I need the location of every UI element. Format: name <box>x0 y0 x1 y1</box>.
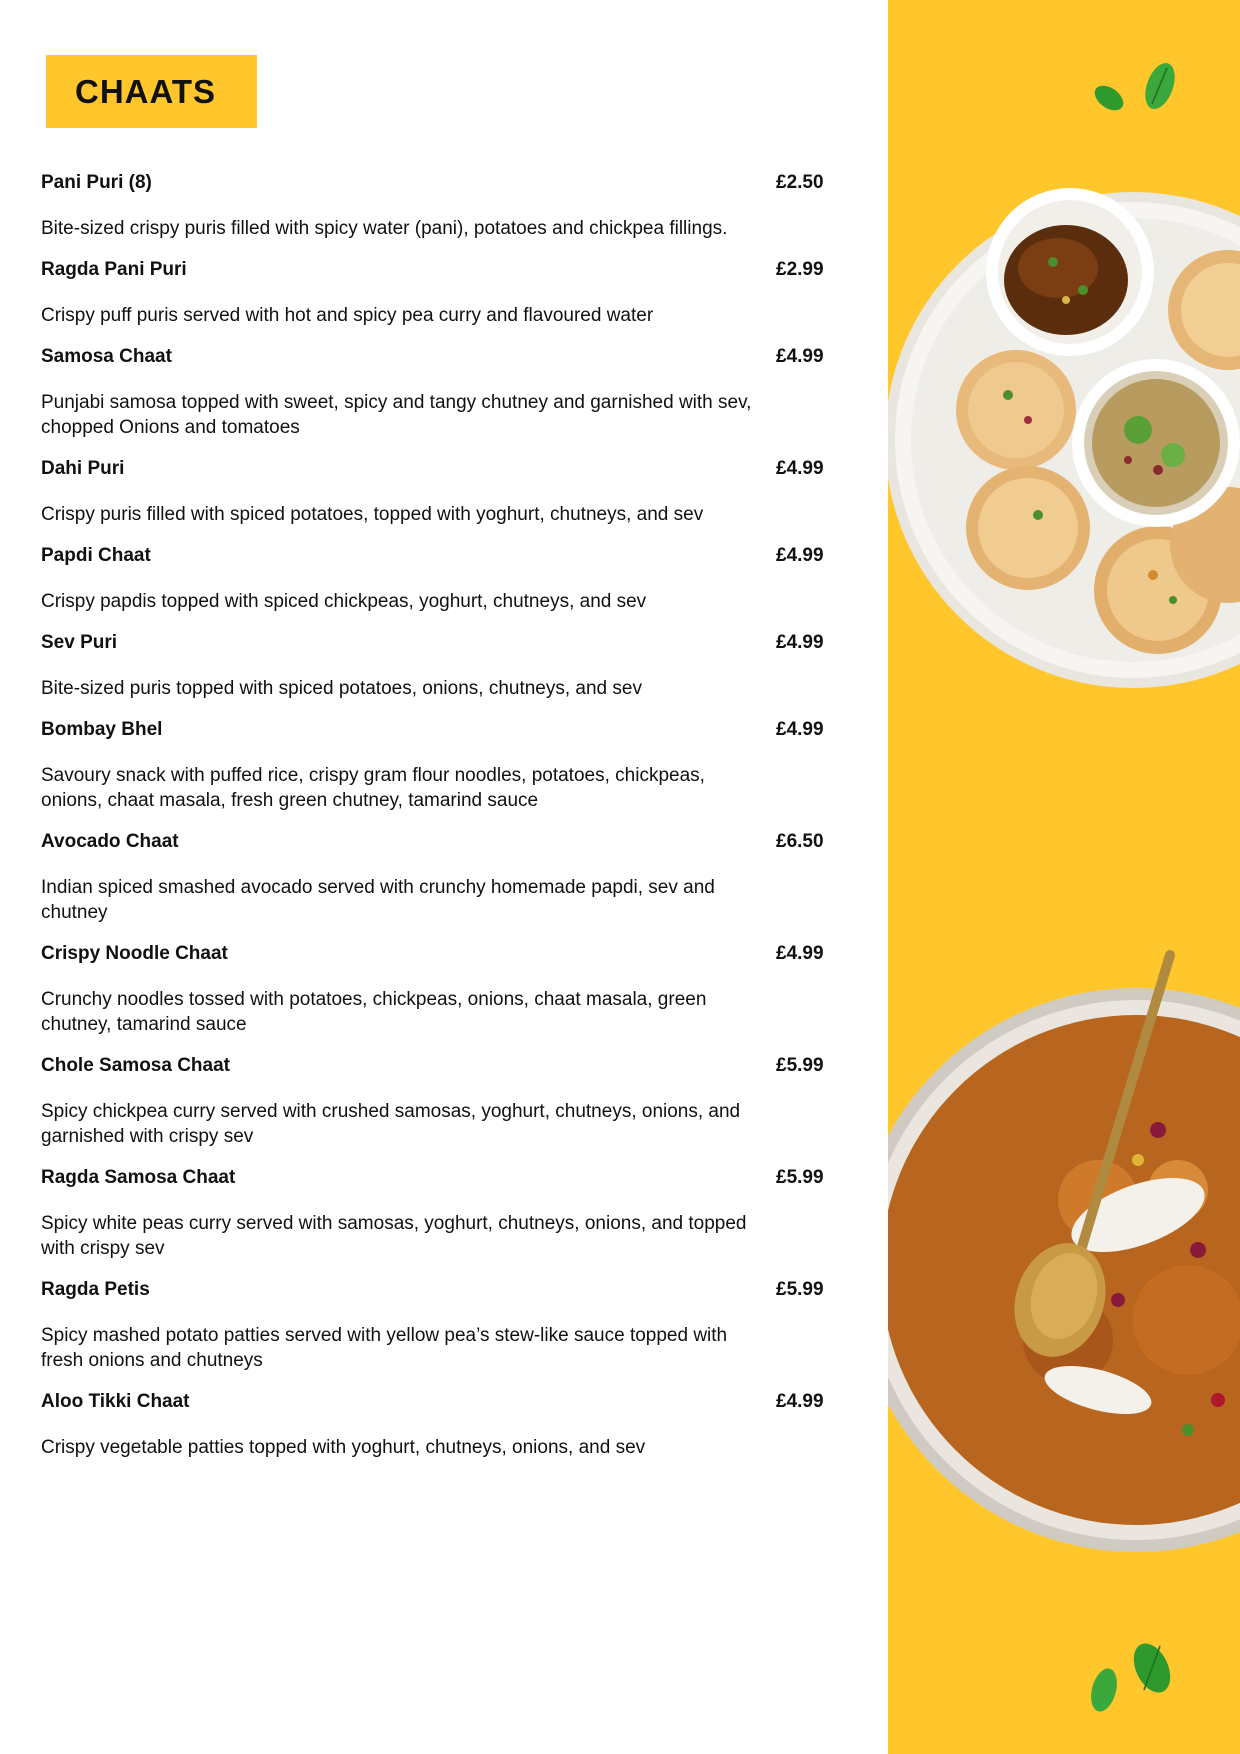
menu-item <box>41 259 836 328</box>
menu-item-name: Ragda Pani Puri <box>41 259 187 280</box>
menu-item-description: Spicy white peas curry served with samosas, yoghurt, chutneys, onions, and topped with crispy sev <box>41 1213 747 1259</box>
menu-item-header <box>41 719 836 751</box>
menu-list <box>41 172 836 1478</box>
menu-item-header <box>41 1167 836 1199</box>
menu-item-price: £4.99 <box>776 719 824 740</box>
menu-item <box>41 458 836 527</box>
menu-item-price: £6.50 <box>776 831 824 852</box>
menu-item-price: £2.99 <box>776 259 824 280</box>
menu-item <box>41 831 836 925</box>
menu-item-name: Chole Samosa Chaat <box>41 1055 230 1076</box>
menu-item-header <box>41 1055 836 1087</box>
menu-item-name: Aloo Tikki Chaat <box>41 1391 190 1412</box>
menu-item-header <box>41 458 836 490</box>
menu-item-price: £5.99 <box>776 1279 824 1300</box>
menu-item-description: Indian spiced smashed avocado served with crunchy homemade papdi, sev and chutney <box>41 877 715 923</box>
menu-item-name: Pani Puri (8) <box>41 172 152 193</box>
menu-item-header <box>41 1391 836 1423</box>
food-illustration <box>888 0 1240 1754</box>
menu-item <box>41 1055 836 1149</box>
menu-item-price: £5.99 <box>776 1055 824 1076</box>
menu-item-name: Ragda Petis <box>41 1279 150 1300</box>
menu-item-description: Bite-sized crispy puris filled with spicy water (pani), potatoes and chickpea fillings. <box>41 218 728 239</box>
menu-item-description: Spicy chickpea curry served with crushed samosas, yoghurt, chutneys, onions, and garnished with crispy sev <box>41 1101 741 1147</box>
menu-item-name: Crispy Noodle Chaat <box>41 943 228 964</box>
menu-item-name: Dahi Puri <box>41 458 125 479</box>
menu-item-description: Crunchy noodles tossed with potatoes, chickpeas, onions, chaat masala, green chutney, tamarind sauce <box>41 989 707 1035</box>
menu-item <box>41 1391 836 1460</box>
menu-item <box>41 632 836 701</box>
menu-item-header <box>41 632 836 664</box>
menu-item-description: Crispy puris filled with spiced potatoes, topped with yoghurt, chutneys, and sev <box>41 504 704 525</box>
menu-item <box>41 719 836 813</box>
menu-item-name: Avocado Chaat <box>41 831 179 852</box>
menu-item-header <box>41 1279 836 1311</box>
menu-item-header <box>41 172 836 204</box>
menu-item <box>41 172 836 241</box>
menu-item-description: Crispy puff puris served with hot and spicy pea curry and flavoured water <box>41 305 654 326</box>
menu-item <box>41 545 836 614</box>
menu-item-name: Sev Puri <box>41 632 118 653</box>
menu-item-price: £4.99 <box>776 1391 824 1412</box>
menu-item-description: Savoury snack with puffed rice, crispy gram flour noodles, potatoes, chickpeas, onions, chaat masala, fresh green chutney, tamarind sauce <box>41 765 705 811</box>
menu-item <box>41 346 836 440</box>
menu-item-price: £4.99 <box>776 346 824 367</box>
menu-item-price: £4.99 <box>776 632 824 653</box>
menu-item-header <box>41 943 836 975</box>
menu-item-description: Spicy mashed potato patties served with yellow pea’s stew-like sauce topped with fresh onions and chutneys <box>41 1325 728 1371</box>
menu-item-header <box>41 545 836 577</box>
menu-item <box>41 943 836 1037</box>
menu-item-price: £2.50 <box>776 172 824 193</box>
menu-item <box>41 1279 836 1373</box>
menu-item-price: £4.99 <box>776 458 824 479</box>
menu-item-name: Samosa Chaat <box>41 346 172 367</box>
menu-item-description: Punjabi samosa topped with sweet, spicy and tangy chutney and garnished with sev, chopped Onions and tomatoes <box>41 392 752 438</box>
menu-item-header <box>41 259 836 291</box>
menu-item <box>41 1167 836 1261</box>
menu-item-header <box>41 831 836 863</box>
menu-item-description: Crispy vegetable patties topped with yoghurt, chutneys, onions, and sev <box>41 1437 646 1458</box>
menu-item-header <box>41 346 836 378</box>
menu-item-name: Bombay Bhel <box>41 719 163 740</box>
menu-item-price: £5.99 <box>776 1167 824 1188</box>
section-title-box <box>46 55 257 128</box>
menu-item-name: Papdi Chaat <box>41 545 151 566</box>
menu-item-description: Bite-sized puris topped with spiced potatoes, onions, chutneys, and sev <box>41 678 642 699</box>
side-decor-panel <box>888 0 1240 1754</box>
menu-item-price: £4.99 <box>776 943 824 964</box>
menu-item-name: Ragda Samosa Chaat <box>41 1167 236 1188</box>
menu-item-price: £4.99 <box>776 545 824 566</box>
section-title: CHAATS <box>75 72 217 110</box>
menu-item-description: Crispy papdis topped with spiced chickpeas, yoghurt, chutneys, and sev <box>41 591 647 612</box>
